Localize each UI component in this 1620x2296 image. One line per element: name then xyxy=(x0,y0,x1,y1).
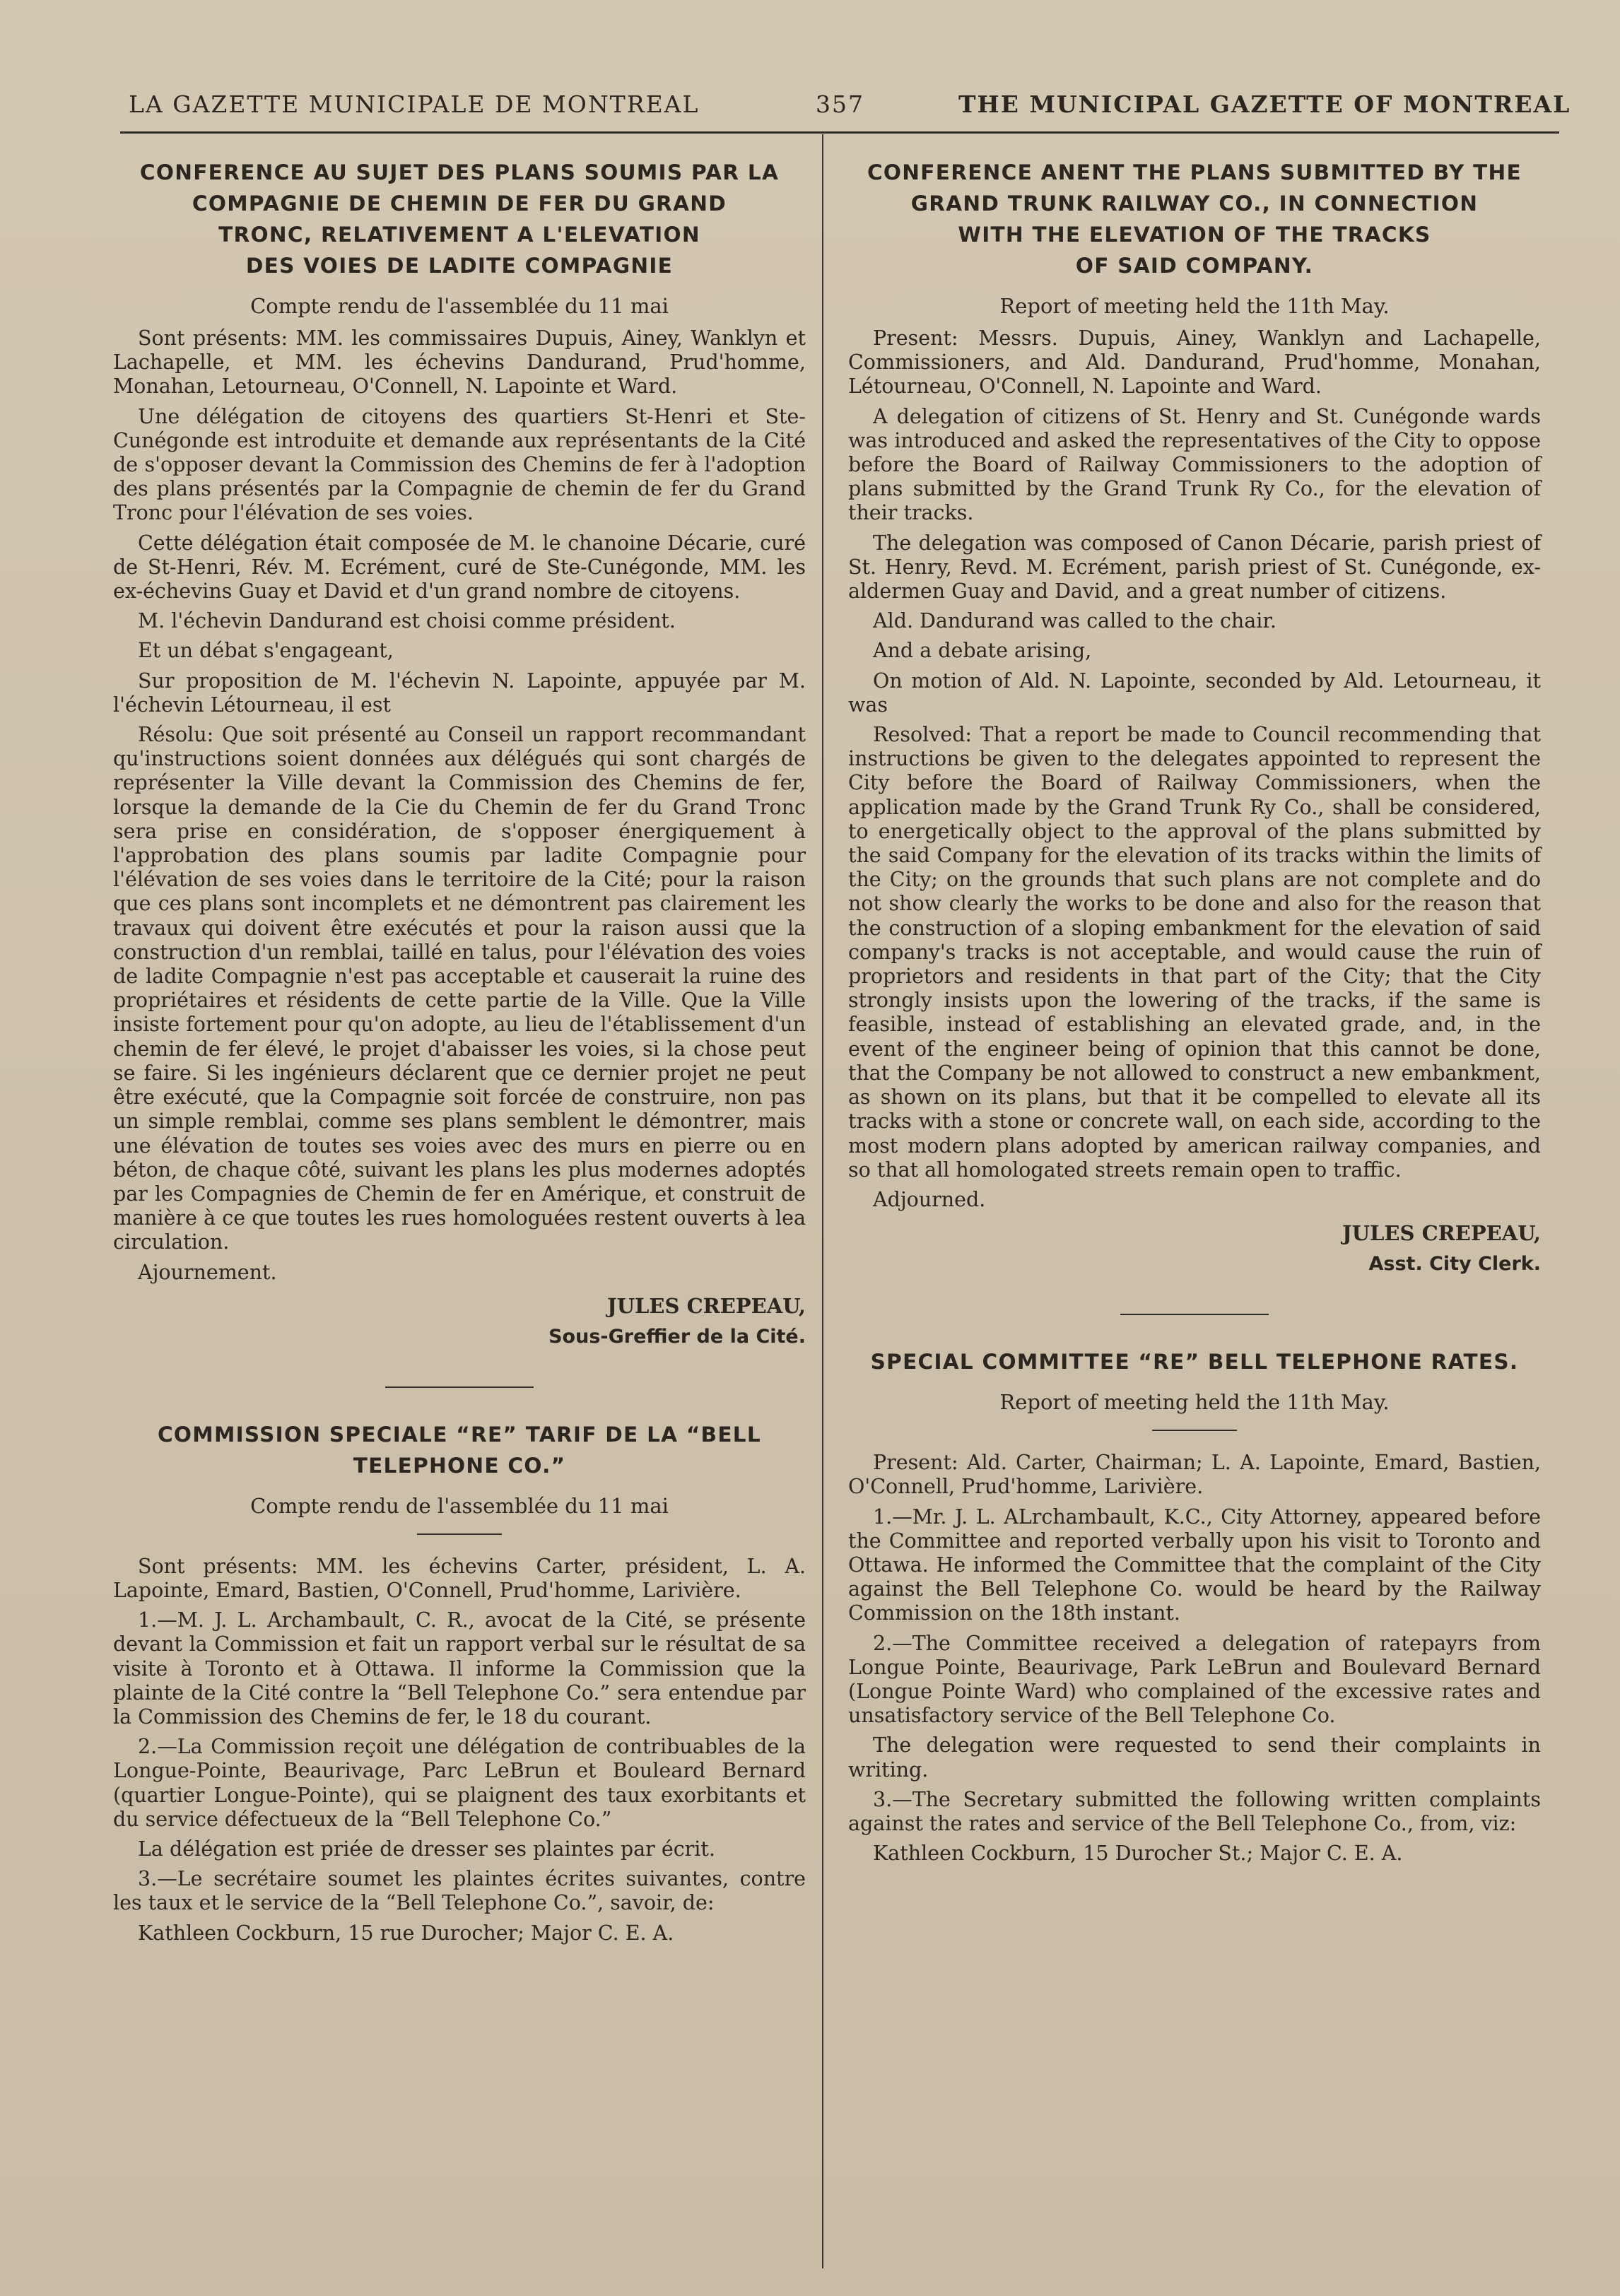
title-line: WITH THE ELEVATION OF THE TRACKS xyxy=(958,223,1431,247)
signature-block xyxy=(848,1218,1541,1280)
paragraph: A delegation of citizens of St. Henry and St. Cunégonde wards was introduced and asked the representatives of the City to oppose before the Board of Railway Commissioners to the adoption of plans submitted by the Grand Trunk Ry Co., for the elevation of their tracks. xyxy=(848,404,1541,525)
paragraph: 2.—La Commission reçoit une délégation de contribuables de la Longue-Pointe, Beaurivage, Parc LeBrun et Bouleard Bernard (quartier Longue-Pointe), qui se plaignent des taux exorbitants et du service défectueux de la “Bell Telephone Co.” xyxy=(113,1735,806,1831)
paragraph: Sont présents: MM. les commissaires Dupuis, Ainey, Wanklyn et Lachapelle, et MM. les échevins Dandurand, Prud'homme, Monahan, Letourneau, O'Connell, N. Lapointe et Ward. xyxy=(113,326,806,399)
paragraph: 3.—Le secrétaire soumet les plaintes écrites suivantes, contre les taux et le service de la “Bell Telephone Co.”, savoir, de: xyxy=(113,1867,806,1915)
resolution-paragraph: Resolved: That a report be made to Council recommending that instructions be given to the delegates appointed to represent the City before the Board of Railway Commissioners, when the application made by the Grand Trunk Ry Co., shall be considered, to energetically object to the approval of the plans submitted by the said Company for the elevation of its tracks within the limits of the City; on the grounds that such plans are not complete and do not show clearly the works to be done and also for the reason that the construction of a sloping embankment for the elevation of said company's tracks is not acceptable, and would cause the ruin of proprietors and residents in that part of the City; that the City strongly insists upon the lowering of the tracks, if the same is feasible, instead of establishing an elevated grade, and, in the event of the engineer being of opinion that this cannot be done, that the Company be not allowed to construct a new embankment, as shown on its plans, but that it be compelled to elevate all its tracks with a stone or concrete wall, on each side, according to the most modern plans adopted by american railway companies, and so that all homologated streets remain open to traffic. xyxy=(848,723,1541,1182)
section-separator xyxy=(385,1387,534,1388)
french-column xyxy=(113,157,806,1951)
paragraph: Et un débat s'engageant, xyxy=(138,639,394,663)
paragraph: Cette délégation était composée de M. le chanoine Décarie, curé de St-Henri, Rév. M. Ecrément, curé de Ste-Cunégonde, MM. les ex-échevins Guay et David et d'un grand nombre de citoyens. xyxy=(113,531,806,604)
page-number: 357 xyxy=(816,90,864,118)
english-bell-section xyxy=(848,1346,1541,1866)
adjournment: Adjourned. xyxy=(873,1187,986,1211)
adjournment: Ajournement. xyxy=(138,1260,277,1284)
french-railway-subtitle: Compte rendu de l'assemblée du 11 mai xyxy=(250,294,669,318)
paragraph: 2.—The Committee received a delegation of ratepayrs from Longue Pointe, Beaurivage, Park LeBrun and Boulevard Bernard (Longue Pointe Ward) who complained of the excessive rates and unsatisfactory service of the Bell Telephone Co. xyxy=(848,1631,1541,1728)
english-railway-title xyxy=(848,157,1541,281)
paragraph: 3.—The Secretary submitted the following written complaints against the rates and service of the Bell Telephone Co., from, viz: xyxy=(848,1787,1541,1835)
signature-name: JULES CREPEAU, xyxy=(607,1293,806,1318)
paragraph: Ald. Dandurand was called to the chair. xyxy=(873,609,1276,633)
paragraph: M. l'échevin Dandurand est choisi comme président. xyxy=(138,609,676,633)
english-railway-section xyxy=(848,157,1541,1280)
english-bell-subtitle: Report of meeting held the 11th May. xyxy=(999,1390,1390,1415)
title-line: TELEPHONE CO.” xyxy=(353,1453,566,1478)
title-line: DES VOIES DE LADITE COMPAGNIE xyxy=(245,254,674,278)
header-rule xyxy=(120,131,1559,134)
french-bell-subtitle: Compte rendu de l'assemblée du 11 mai xyxy=(250,1493,669,1518)
signature-title: Asst. City Clerk. xyxy=(1368,1253,1541,1276)
french-bell-title xyxy=(113,1419,806,1481)
title-line: OF SAID COMPANY. xyxy=(1075,254,1314,278)
header-french-title: LA GAZETTE MUNICIPALE DE MONTREAL xyxy=(129,90,700,118)
signature-title: Sous-Greffier de la Cité. xyxy=(548,1325,806,1348)
title-line: SPECIAL COMMITTEE “RE” BELL TELEPHONE RATES. xyxy=(870,1350,1519,1374)
title-line: CONFERENCE AU SUJET DES PLANS SOUMIS PAR LA xyxy=(139,160,780,184)
paragraph: And a debate arising, xyxy=(873,639,1092,663)
paragraph: La délégation est priée de dresser ses plaintes par écrit. xyxy=(138,1837,715,1861)
paragraph: Kathleen Cockburn, 15 rue Durocher; Major C. E. A. xyxy=(138,1921,674,1945)
section-separator xyxy=(1120,1314,1269,1315)
english-column xyxy=(848,157,1541,1871)
english-railway-subtitle: Report of meeting held the 11th May. xyxy=(999,294,1390,318)
header-english-title: THE MUNICIPAL GAZETTE OF MONTREAL xyxy=(958,90,1571,118)
paragraph: 1.—Mr. J. L. ALrchambault, K.C., City Attorney, appeared before the Committee and reported verbally upon his visit to Toronto and Ottawa. He informed the Committee that the complaint of the City against the Bell Telephone Co. would be heard by the Railway Commission on the 18th instant. xyxy=(848,1505,1541,1625)
french-railway-section xyxy=(113,157,806,1353)
paragraph: Present: Messrs. Dupuis, Ainey, Wanklyn and Lachapelle, Commissioners, and Ald. Dandurand, Prud'homme, Monahan, Létourneau, O'Connell, N. Lapointe and Ward. xyxy=(848,326,1541,399)
paragraph: Une délégation de citoyens des quartiers St-Henri et Ste-Cunégonde est introduite et demande aux représentants de la Cité de s'opposer devant la Commission des Chemins de fer à l'adoption des plans présentés par la Compagnie de chemin de fer du Grand Tronc pour l'élévation de ses voies. xyxy=(113,404,806,525)
subtitle-rule xyxy=(417,1533,502,1535)
title-line: GRAND TRUNK RAILWAY CO., IN CONNECTION xyxy=(910,192,1479,216)
title-line: COMMISSION SPECIALE “RE” TARIF DE LA “BELL xyxy=(157,1422,761,1447)
title-line: COMPAGNIE DE CHEMIN DE FER DU GRAND xyxy=(192,192,727,216)
paragraph: Sur proposition de M. l'échevin N. Lapointe, appuyée par M. l'échevin Létourneau, il est xyxy=(113,669,806,717)
signature-block xyxy=(113,1290,806,1353)
column-divider xyxy=(822,134,823,2268)
paragraph: On motion of Ald. N. Lapointe, seconded by Ald. Letourneau, it was xyxy=(848,669,1541,717)
paragraph: Present: Ald. Carter, Chairman; L. A. Lapointe, Emard, Bastien, O'Connell, Prud'homme, Larivière. xyxy=(848,1451,1541,1499)
paragraph: The delegation were requested to send their complaints in writing. xyxy=(848,1733,1541,1782)
paragraph: Sont présents: MM. les échevins Carter, président, L. A. Lapointe, Emard, Bastien, O'Connell, Prud'homme, Larivière. xyxy=(113,1554,806,1602)
french-bell-section xyxy=(113,1419,806,1945)
english-bell-title xyxy=(848,1346,1541,1377)
title-line: CONFERENCE ANENT THE PLANS SUBMITTED BY THE xyxy=(867,160,1522,184)
signature-name: JULES CREPEAU, xyxy=(1342,1221,1541,1246)
subtitle-rule xyxy=(1152,1430,1237,1431)
resolution-paragraph: Résolu: Que soit présenté au Conseil un rapport recommandant qu'instructions soient données aux délégués qui sont chargés de représenter la Ville devant la Commission des Chemins de fer, lorsque la demande de la Cie du Chemin de fer du Grand Tronc sera prise en considération, de s'opposer énergiquement à l'approbation des plans soumis par ladite Compagnie pour l'élévation de ses voies dans le territoire de la Cité; pour la raison que ces plans sont incomplets et ne démontrent pas clairement les travaux qui doivent être exécutés et pour la raison aussi que la construction d'un remblai, taillé en talus, pour l'élévation des voies de ladite Compagnie n'est pas acceptable et causerait la ruine des propriétaires et résidents de cette partie de la Ville. Que la Ville insiste fortement pour qu'on adopte, au lieu de l'établissement d'un chemin de fer élevé, le projet d'abaisser les voies, si la chose peut se faire. Si les ingénieurs déclarent que ce dernier projet ne peut être exécuté, que la Compagnie soit forcée de construire, non pas un simple remblai, comme ses plans semblent le démontrer, mais une élévation de toutes ses voies avec des murs en pierre ou en béton, de chaque côté, suivant les plans les plus modernes adoptés par les Compagnies de Chemin de fer en Amérique, et construit de manière à ce que toutes les rues homologuées restent ouverts à lea circulation. xyxy=(113,723,806,1254)
paragraph: 1.—M. J. L. Archambault, C. R., avocat de la Cité, se présente devant la Commission et fait un rapport verbal sur le résultat de sa visite à Toronto et à Ottawa. Il informe la Commission que la plainte de la Cité contre la “Bell Telephone Co.” sera entendue par la Commission des Chemins de fer, le 18 du courant. xyxy=(113,1608,806,1729)
french-railway-title xyxy=(113,157,806,281)
title-line: TRONC, RELATIVEMENT A L'ELEVATION xyxy=(218,223,700,247)
paragraph: The delegation was composed of Canon Décarie, parish priest of St. Henry, Revd. M. Ecrément, parish priest of St. Cunégonde, ex-aldermen Guay and David, and a great number of citizens. xyxy=(848,531,1541,604)
paragraph: Kathleen Cockburn, 15 Durocher St.; Major C. E. A. xyxy=(873,1842,1403,1866)
